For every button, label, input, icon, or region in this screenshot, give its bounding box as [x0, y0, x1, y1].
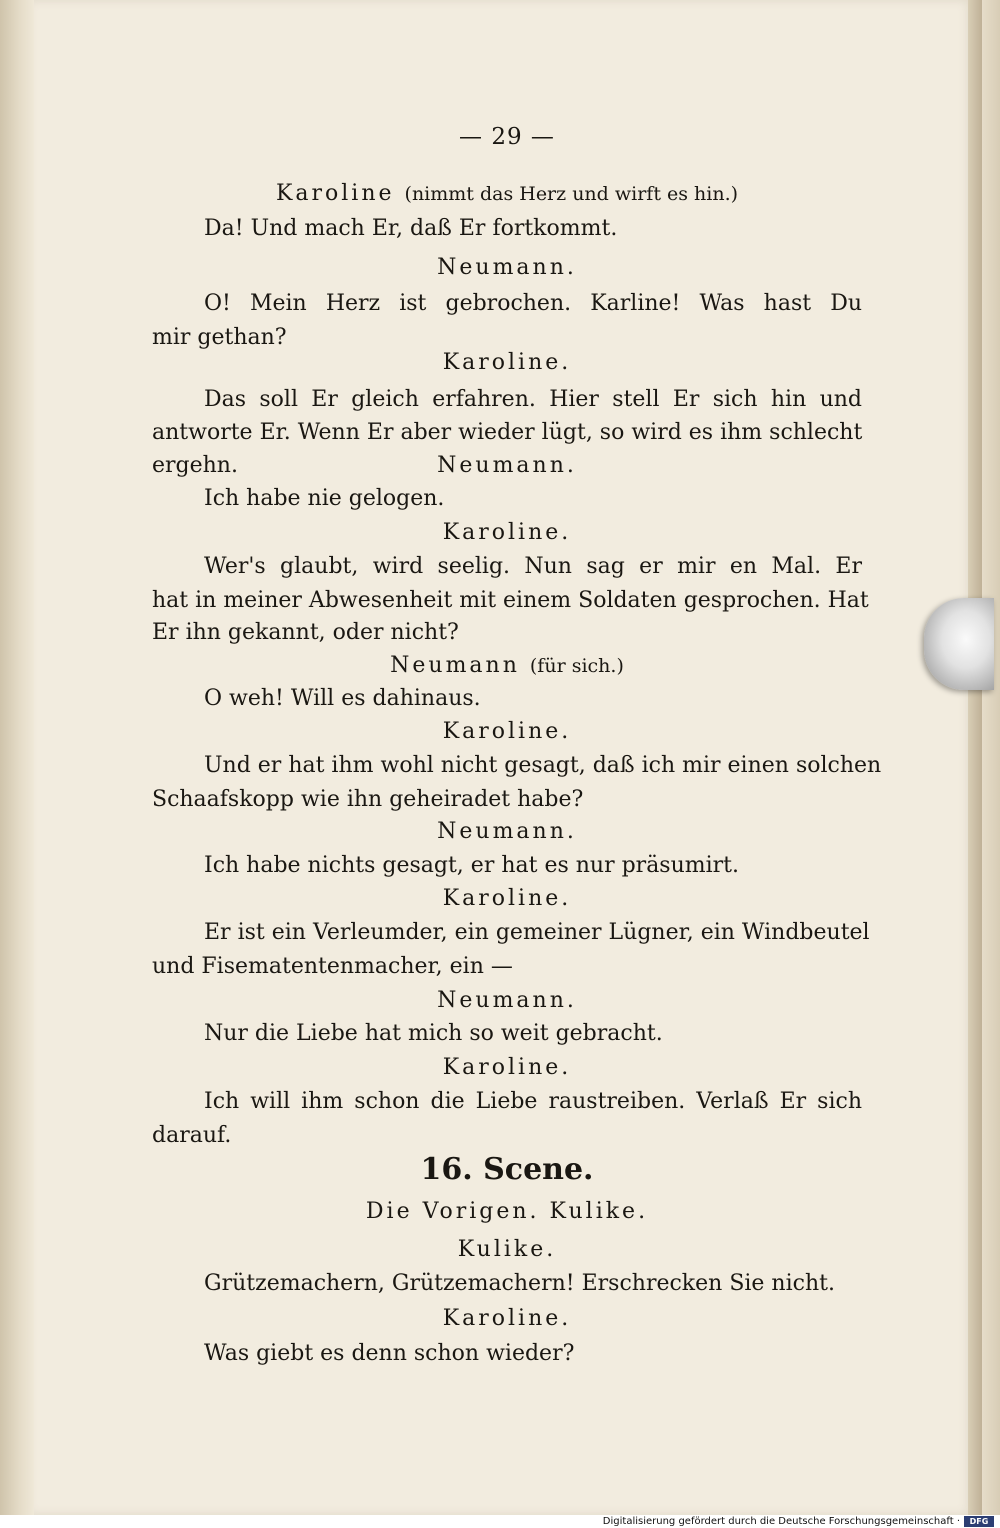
- speaker-line: Karoline.: [442, 1306, 572, 1331]
- funding-credit: Digitalisierung gefördert durch die Deutsche Forschungsgemeinschaft ·: [602, 1516, 960, 1527]
- dialogue-line: antworte Er. Wenn Er aber wieder lügt, so wird es ihm schlecht: [152, 420, 863, 445]
- dialogue-line: darauf.: [152, 1123, 232, 1148]
- dialogue-line: und Fisematentenmacher, ein —: [152, 954, 513, 979]
- speaker-line: [152, 178, 862, 210]
- dialogue-line: Wer's glaubt, wird seelig. Nun sag er mir en Mal. Er: [204, 554, 862, 579]
- speaker-line: Neumann.: [437, 255, 577, 280]
- dialogue-line: Da! Und mach Er, daß Er fortkommt.: [204, 216, 618, 241]
- dialogue-line: Das soll Er gleich erfahren. Hier stell Er sich hin und: [204, 387, 862, 412]
- dialogue-line: Ich habe nichts gesagt, er hat es nur präsumirt.: [204, 853, 740, 878]
- speaker-line: Karoline.: [442, 1055, 572, 1080]
- scene-heading: 16. Scene.: [420, 1152, 594, 1187]
- speaker-line: Karoline.: [442, 886, 572, 911]
- dialogue-line: Er ist ein Verleumder, ein gemeiner Lügner, ein Windbeutel: [204, 920, 870, 945]
- cast-line: Die Vorigen. Kulike.: [365, 1199, 649, 1224]
- speaker-line: Karoline.: [442, 520, 572, 545]
- speaker-line: Neumann.: [437, 988, 577, 1013]
- footer-bar: [0, 1515, 1000, 1528]
- dialogue-line: mir gethan?: [152, 325, 287, 350]
- stage-direction: (für sich.): [529, 655, 624, 677]
- dialogue-line: hat in meiner Abwesenheit mit einem Soldaten gesprochen. Hat: [152, 588, 869, 613]
- speaker-line: Neumann.: [437, 453, 577, 478]
- dialogue-line: Ich habe nie gelogen.: [204, 486, 445, 511]
- speaker-line: Neumann.: [437, 819, 577, 844]
- thumb-index-tab: [924, 598, 994, 690]
- dialogue-line: Nur die Liebe hat mich so weit gebracht.: [204, 1021, 663, 1046]
- speaker-line: Kulike.: [457, 1237, 557, 1262]
- dialogue-line: Ich will ihm schon die Liebe raustreiben. Verlaß Er sich: [204, 1089, 862, 1114]
- dialogue-line: ergehn.: [152, 453, 238, 478]
- dialogue-line: Grützemachern, Grützemachern! Erschrecken Sie nicht.: [204, 1271, 835, 1296]
- dialogue-line: Was giebt es denn schon wieder?: [204, 1341, 575, 1366]
- speaker-line: Karoline.: [442, 350, 572, 375]
- dialogue-line: Und er hat ihm wohl nicht gesagt, daß ich mir einen solchen: [204, 753, 882, 778]
- right-page-edge: [968, 0, 982, 1515]
- dfg-logo: DFG: [964, 1516, 994, 1527]
- page-number: — 29 —: [459, 124, 555, 150]
- speaker-name: Karoline: [275, 181, 395, 206]
- dialogue-line: O! Mein Herz ist gebrochen. Karline! Was hast Du: [204, 291, 862, 316]
- speaker-name: Neumann: [390, 653, 520, 678]
- dialogue-line: Schaafskopp wie ihn geheiradet habe?: [152, 787, 584, 812]
- dialogue-line: Er ihn gekannt, oder nicht?: [152, 620, 459, 645]
- left-page-edge: [0, 0, 35, 1515]
- speaker-line: Karoline.: [442, 719, 572, 744]
- stage-direction: (nimmt das Herz und wirft es hin.): [404, 183, 739, 205]
- speaker-line: [152, 650, 862, 682]
- dialogue-line: O weh! Will es dahinaus.: [204, 686, 481, 711]
